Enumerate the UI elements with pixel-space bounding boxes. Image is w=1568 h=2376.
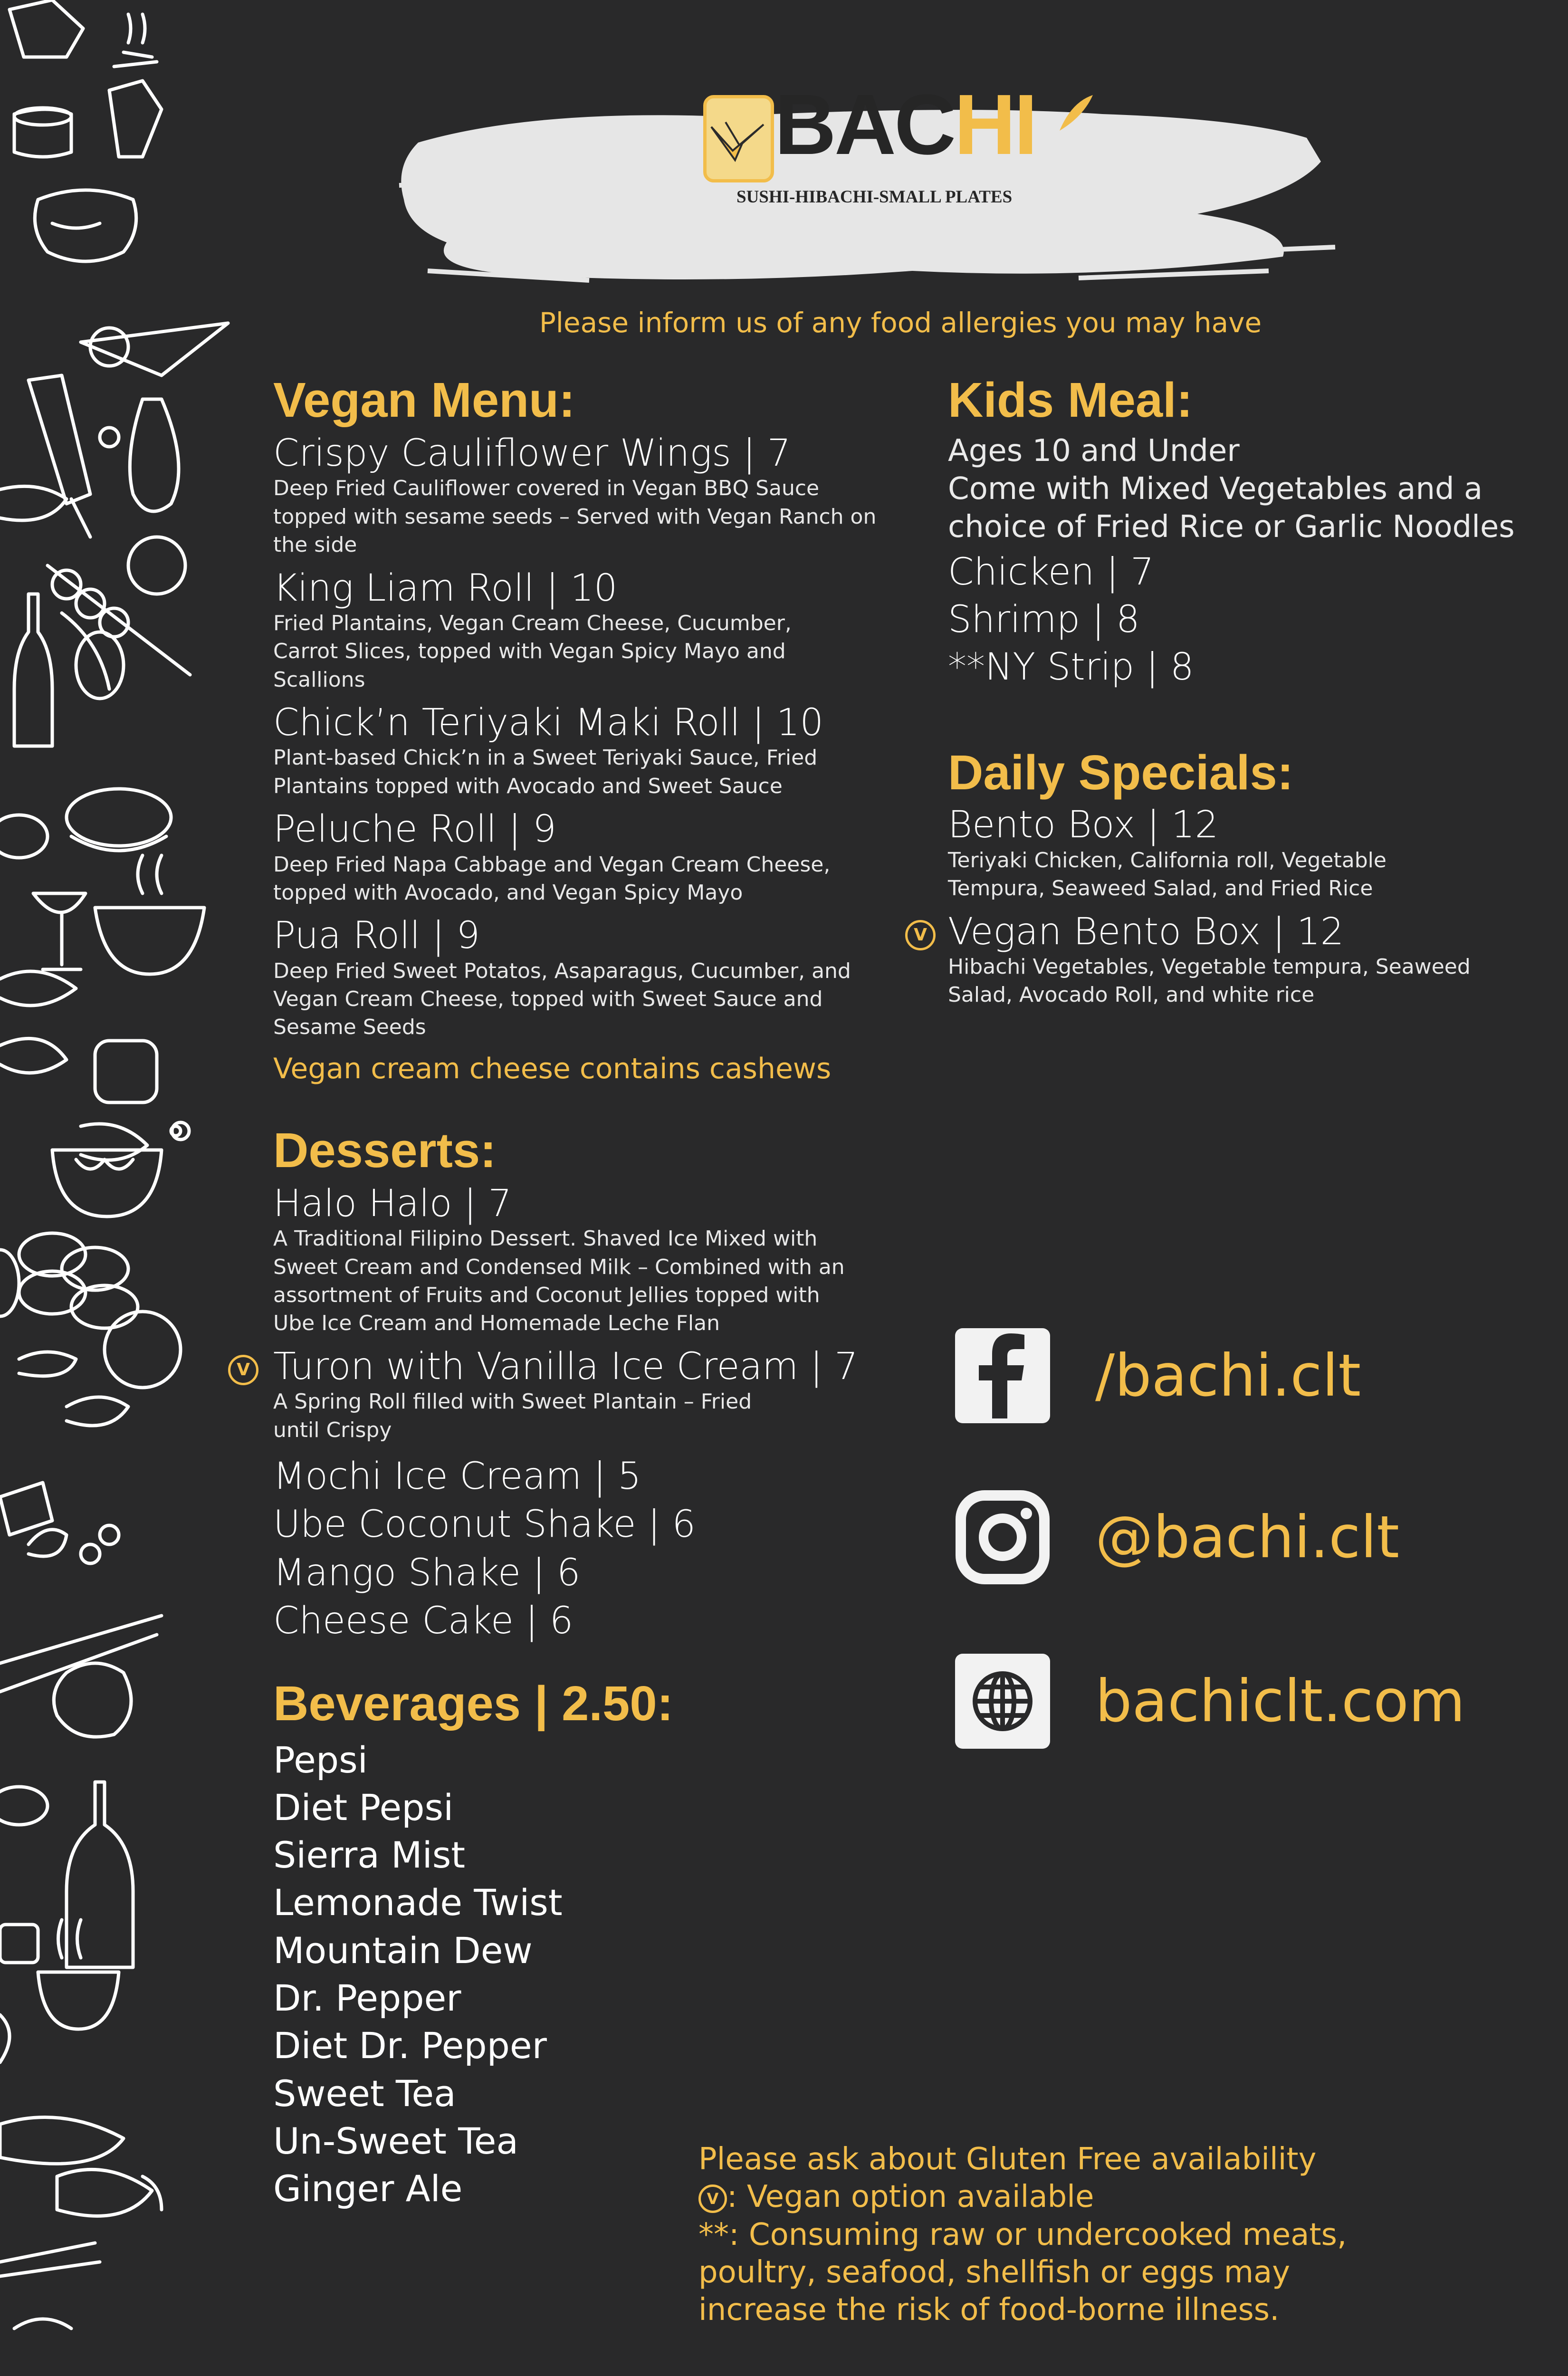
beverage-item: Lemonade Twist [273, 1881, 563, 1924]
vegan-badge: V [905, 920, 936, 950]
cashew-note: Vegan cream cheese contains cashews [273, 1052, 832, 1085]
item-name: King Liam Roll | 10 [273, 566, 618, 610]
website-link[interactable] [955, 1654, 1465, 1749]
kids-meal-title: Kids Meal: [948, 373, 1193, 427]
beverages-title: Beverages | 2.50: [273, 1676, 673, 1731]
facebook-link[interactable] [955, 1328, 1361, 1423]
bamboo-leaf-icon [1057, 93, 1095, 137]
item-name: Halo Halo | 7 [273, 1182, 512, 1225]
desserts-title: Desserts: [273, 1122, 497, 1178]
right-column [914, 373, 1537, 1018]
brand-tagline: SUSHI-HIBACHI-SMALL PLATES [736, 187, 1013, 207]
item-desc: Deep Fried Cauliflower covered in Vegan BBQ Sauce topped with sesame seeds – Served with Vegan Ranch on the side [273, 476, 877, 557]
item-name: Ube Coconut Shake | 6 [273, 1503, 696, 1546]
raw-food-warning-1: **: Consuming raw or undercooked meats, [698, 2217, 1347, 2252]
social-handle: @bachi.clt [1095, 1504, 1400, 1571]
item-desc: A Spring Roll filled with Sweet Plantain – Fried until Crispy [273, 1389, 752, 1442]
globe-icon [955, 1654, 1050, 1749]
beverage-item: Sweet Tea [273, 2072, 456, 2115]
item-name: Peluche Roll | 9 [273, 808, 556, 851]
allergy-notice: Please inform us of any food allergies you may have [539, 307, 1262, 339]
vegan-menu-title: Vegan Menu: [273, 373, 575, 427]
item-desc: A Traditional Filipino Dessert. Shaved Ice Mixed with Sweet Cream and Condensed Milk – Combined with an assortment of Fruits and Coconut Jellies topped with Ube Ice Cream and Homemade Leche Flan [273, 1226, 845, 1336]
item-name: Crispy Cauliflower Wings | 7 [273, 432, 791, 475]
instagram-link[interactable] [955, 1490, 1399, 1585]
crane-logo-icon [703, 95, 774, 182]
beverage-item: Dr. Pepper [273, 1977, 461, 2020]
brand-name-suffix: HI [954, 77, 1036, 172]
social-handle: /bachi.clt [1095, 1342, 1361, 1409]
item-desc: Plant-based Chick’n in a Sweet Teriyaki Sauce, Fried Plantains topped with Avocado and Sweet Sauce [273, 746, 818, 798]
beverage-item: Ginger Ale [273, 2167, 463, 2210]
menu-item [948, 805, 1537, 902]
item-desc: Deep Fried Napa Cabbage and Vegan Cream Cheese, topped with Avocado, and Vegan Spicy Mayo [273, 852, 831, 905]
item-desc: Deep Fried Sweet Potatos, Asaparagus, Cucumber, and Vegan Cream Cheese, topped with Sweet Sauce and Sesame Seeds [273, 958, 851, 1040]
menu-item [273, 809, 891, 907]
instagram-icon [955, 1490, 1050, 1585]
gluten-note: Please ask about Gluten Free availability [698, 2142, 1317, 2177]
item-name: Bento Box | 12 [948, 804, 1219, 847]
beverage-item: Diet Pepsi [273, 1786, 454, 1829]
beverage-item: Pepsi [273, 1738, 368, 1781]
menu-item [273, 702, 891, 800]
item-desc: Hibachi Vegetables, Vegetable tempura, Seaweed Salad, Avocado Roll, and white rice [948, 954, 1471, 1007]
beverage-item: Sierra Mist [273, 1834, 466, 1877]
item-name: Chick’n Teriyaki Maki Roll | 10 [273, 701, 823, 745]
menu-item [273, 915, 891, 1042]
menu-item [914, 910, 1537, 1009]
beverage-item: Un-Sweet Tea [273, 2120, 518, 2162]
menu-item [273, 568, 891, 694]
facebook-icon [955, 1328, 1050, 1423]
item-name: Cheese Cake | 6 [273, 1600, 574, 1643]
kids-item: Chicken | 7 [948, 551, 1154, 594]
daily-specials-title: Daily Specials: [948, 745, 1294, 800]
menu-item [273, 433, 891, 559]
item-name: Mochi Ice Cream | 5 [273, 1455, 641, 1498]
vegan-badge: V [698, 2184, 727, 2213]
brand-name-prefix: BAC [774, 77, 954, 172]
beverage-item: Diet Dr. Pepper [273, 2024, 547, 2067]
footer-notes [698, 2141, 1411, 2329]
vegan-legend-text: : Vegan option available [727, 2179, 1094, 2215]
kids-age: Ages 10 and Under [948, 433, 1240, 469]
raw-food-warning-3: increase the risk of food-borne illness. [698, 2292, 1280, 2328]
item-desc: Fried Plantains, Vegan Cream Cheese, Cucumber, Carrot Slices, topped with Vegan Spicy Mayo and Scallions [273, 611, 792, 692]
social-handle: bachiclt.com [1095, 1667, 1465, 1735]
vegan-badge: V [228, 1355, 258, 1385]
item-name: Pua Roll | 9 [273, 914, 480, 958]
brand-name [774, 77, 1036, 172]
menu-item [273, 1183, 891, 1338]
beverage-item: Mountain Dew [273, 1929, 533, 1972]
kids-item: Shrimp | 8 [948, 598, 1140, 641]
item-name: Vegan Bento Box | 12 [948, 910, 1344, 953]
left-column [237, 373, 891, 2213]
logo [703, 77, 1107, 216]
raw-food-warning-2: poultry, seafood, shellfish or eggs may [698, 2255, 1291, 2290]
item-desc: Teriyaki Chicken, California roll, Vegetable Tempura, Seaweed Salad, and Fried Rice [948, 848, 1386, 901]
kids-item: **NY Strip | 8 [948, 645, 1194, 689]
item-name: Mango Shake | 6 [273, 1551, 581, 1594]
item-name: Turon with Vanilla Ice Cream | 7 [273, 1345, 858, 1388]
menu-item [237, 1345, 891, 1444]
kids-desc: Come with Mixed Vegetables and a choice of Fried Rice or Garlic Noodles [948, 471, 1515, 545]
food-doodle-strip [0, 0, 247, 2376]
vegan-legend [698, 2178, 1411, 2216]
